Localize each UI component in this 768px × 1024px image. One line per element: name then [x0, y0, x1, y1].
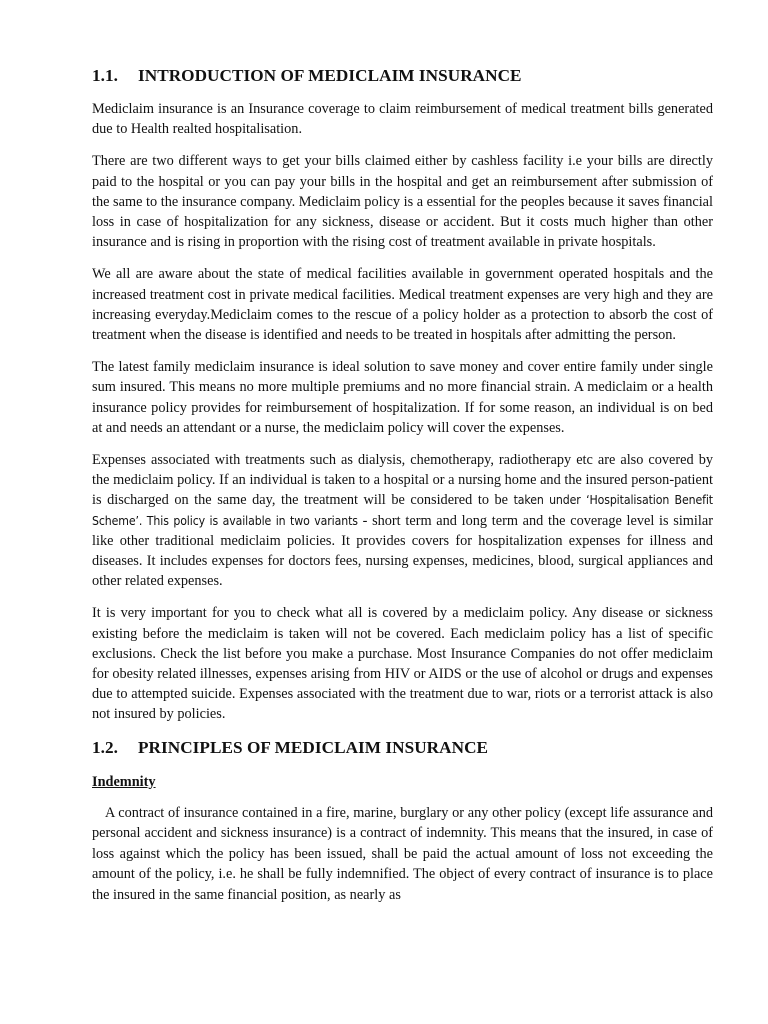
section-number: 1.1. — [92, 66, 118, 85]
section-number: 1.2. — [92, 737, 118, 757]
paragraph-exclusions: It is very important for you to check what all is covered by a mediclaim policy. Any disease or sickness existing before the mediclaim is taken will not be covered. Each mediclaim policy has a list of specific exclusions. Check the list before you make a purchase. Most Insurance Companies do not offer mediclaim for obesity related illnesses, expenses arising from HIV or AIDS or the use of alcohol or drugs and expenses due to attempted suicide. Expenses associated with the treatment due to war, riots or a terrorist attack is also not insured by policies. — [92, 605, 713, 723]
paragraph-text: - short term and long term and the coverage level is similar like other traditional mediclaim policies. It provides covers for hospitalization expenses for illness and diseases. It includes expenses for doctors fees, nursing expenses, medicines, blood, surgical appliances and other related expenses. — [92, 512, 713, 590]
section-title: INTRODUCTION OF MEDICLAIM INSURANCE — [138, 66, 522, 85]
paragraph-family-mediclaim: The latest family mediclaim insurance is ideal solution to save money and cover entire family under single sum insured. This means no more multiple premiums and no more financial strain. A mediclaim or a health insurance policy provides for reimbursement of hospitalization. If for some reason, an individual is on bed at and needs an attendant or a nurse, the mediclaim policy will cover the expenses. — [92, 359, 713, 436]
document-page — [92, 64, 713, 906]
section-heading-1-1 — [92, 64, 713, 88]
subheading-indemnity: Indemnity — [92, 773, 156, 790]
paragraph-text: Expenses associated with treatments such as dialysis, chemotherapy, radiotherapy etc are also covered by the mediclaim policy. If an individual is taken to a hospital or a nursing home and the insured person-patient is discharged on the same day, the treatment will be considered to be — [92, 452, 713, 509]
paragraph-indemnity: A contract of insurance contained in a fire, marine, burglary or any other policy (except life assurance and personal accident and sickness insurance) is a contract of indemnity. This means that the insured, in case of loss against which the policy has been issued, shall be paid the actual amount of loss not exceeding the amount of the policy, i.e. he shall be fully indemnified. The object of every contract of insurance is to place the insured in the same financial position, as nearly as — [92, 804, 713, 904]
paragraph-medical-facilities: We all are aware about the state of medical facilities available in government operated hospitals and the increased treatment cost in private medical facilities. Medical treatment expenses are very high and they are increasing everyday.Mediclaim comes to the rescue of a policy holder as a protection to absorb the cost of treatment when the disease is identified and needs to be treated in hospitals after admitting the person. — [92, 266, 713, 344]
section-title: PRINCIPLES OF MEDICLAIM INSURANCE — [138, 737, 489, 757]
paragraph-treatment-expenses — [92, 450, 713, 591]
paragraph-definition: Mediclaim insurance is an Insurance coverage to claim reimbursement of medical treatment bills generated due to Health realted hospitalisation. — [92, 101, 713, 138]
section-heading-1-2 — [92, 736, 713, 760]
paragraph-text-alt-font: taken under ‘Hospitalisation Benefit Scheme’. This policy is available in two variants — [92, 493, 713, 528]
paragraph-claim-methods: There are two different ways to get your bills claimed either by cashless facility i.e your bills are directly paid to the hospital or you can pay your bills in the hospital and get an reimbursement after submission of the same to the insurance company. Mediclaim policy is a essential for the peoples because it saves financial loss in case of hospitalization for any sickness, disease or accident. But it costs much higher than other insurance and is rising in proportion with the rising cost of treatment available in private hospitals. — [92, 153, 713, 251]
